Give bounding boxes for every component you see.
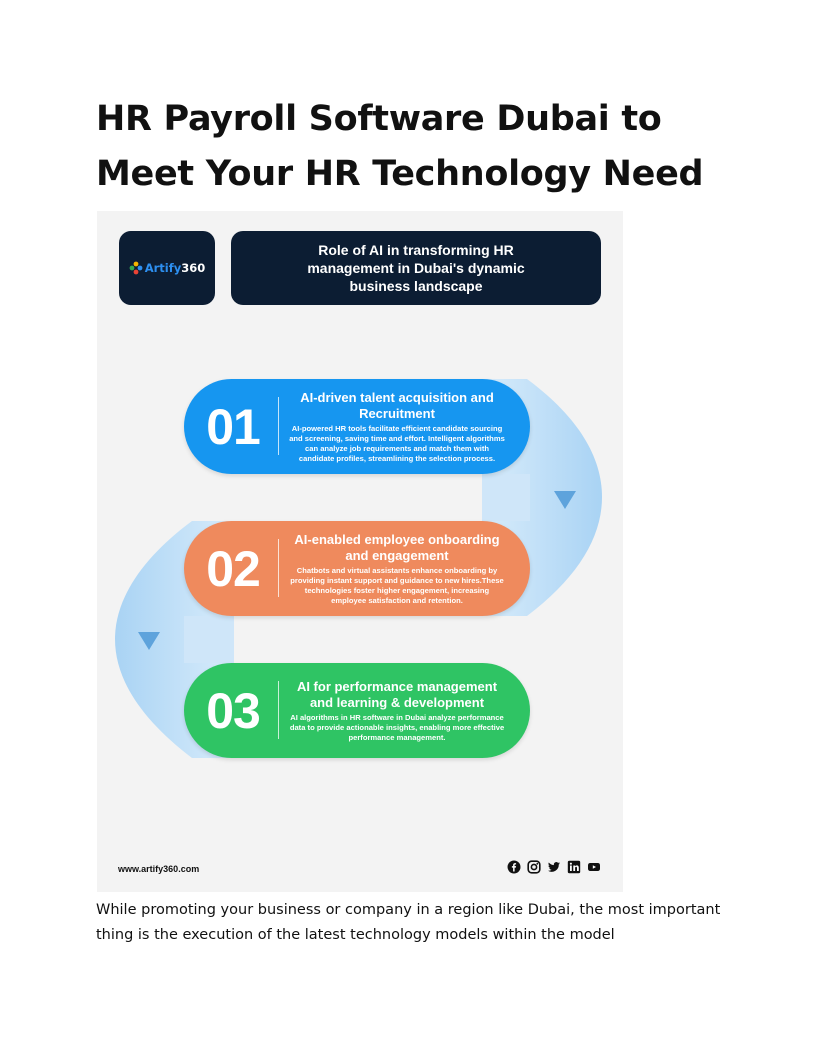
logo-text: Artify360 — [144, 261, 206, 275]
step-card-3 — [184, 663, 530, 758]
step-content — [287, 663, 507, 758]
divider — [278, 539, 279, 597]
step-description: Chatbots and virtual assistants enhance onboarding by providing instant support and guidance to new hires.These technologies foster higher engagement, increasing employee satisfaction and retention. — [290, 565, 504, 605]
body-paragraph: While promoting your business or company in a region like Dubai, the most important thing is the execution of the latest technology models within the model — [96, 902, 721, 943]
step-content — [287, 379, 507, 474]
divider — [278, 681, 279, 739]
website-url: www.artify360.com — [118, 864, 200, 874]
step-number: 01 — [206, 398, 260, 455]
step-number: 03 — [206, 682, 260, 739]
step-title: AI for performance management and learning & development — [296, 678, 498, 710]
infographic-title: Role of AI in transforming HR management in Dubai's dynamic business landscape — [307, 242, 525, 294]
step-card-2 — [184, 521, 530, 616]
step-card-1 — [184, 379, 530, 474]
step-description: AI-powered HR tools facilitate efficient candidate sourcing and screening, saving time and effort. Intelligent algorithms can analyze job requirements and match them with candidate profiles, streamlining the selection process. — [289, 423, 505, 463]
divider — [278, 397, 279, 455]
step-title: AI-enabled employee onboarding and engagement — [294, 531, 500, 563]
step-description: AI algorithms in HR software in Dubai analyze performance data to provide actionable insights, enabling more effective performance management. — [289, 712, 505, 742]
infographic-image — [97, 211, 623, 892]
page-title: HR Payroll Software Dubai to Meet Your HR Technology Need — [96, 99, 704, 194]
step-number: 02 — [206, 540, 260, 597]
step-title: AI-driven talent acquisition and Recruitment — [300, 389, 494, 421]
step-content — [287, 521, 507, 616]
